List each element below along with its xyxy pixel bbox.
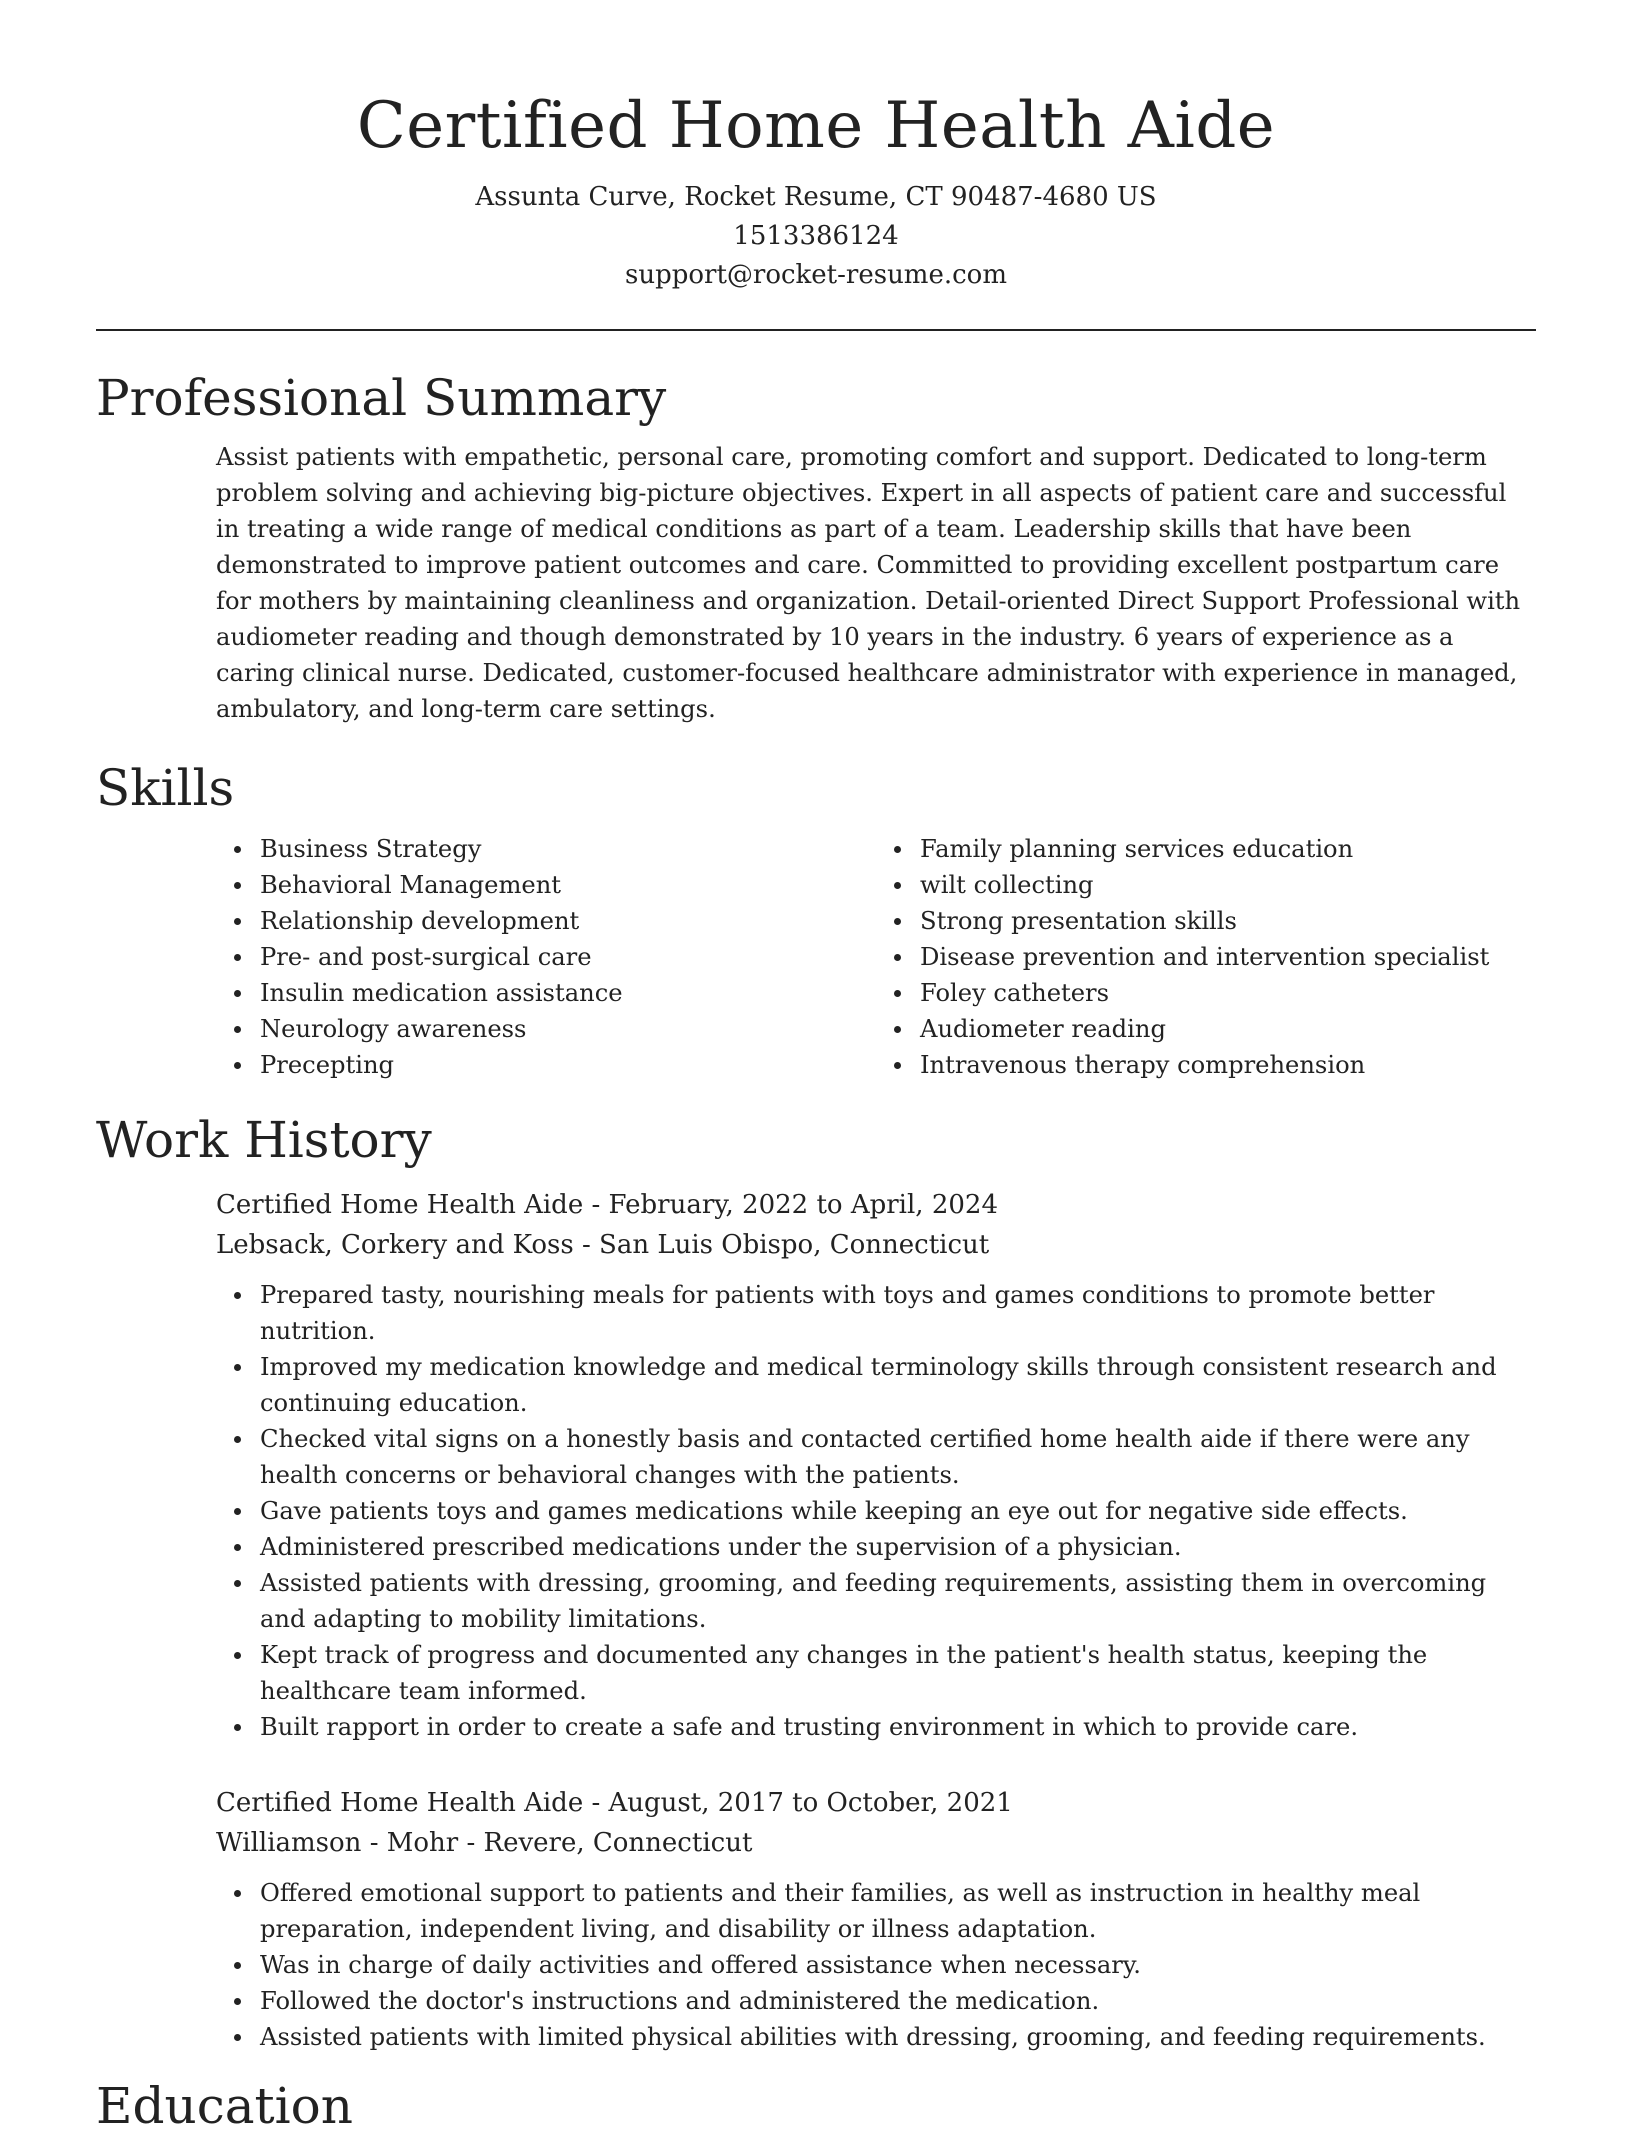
resume-page <box>96 0 1536 2137</box>
skills-title: Skills <box>96 759 235 817</box>
skills-left-list <box>216 831 876 1083</box>
job-heading: Certified Home Health Aide - August, 2017 to October, 2021 <box>216 1788 1013 1818</box>
job-duty-item: Checked vital signs on a honestly basis and contacted certified home health aide if there were any health concerns or behavioral changes with the patients. <box>260 1421 1536 1493</box>
job-duty-item: Followed the doctor's instructions and administered the medication. <box>260 1983 1536 2019</box>
skills-right-list <box>876 831 1536 1083</box>
education-section <box>96 2075 1536 2137</box>
skill-item: Audiometer reading <box>920 1011 1536 1047</box>
skills-columns <box>216 831 1536 1083</box>
job-duty-item: Built rapport in order to create a safe and trusting environment in which to provide care. <box>260 1709 1536 1745</box>
contact-address: Assunta Curve, Rocket Resume, CT 90487-4680 US <box>475 182 1157 212</box>
skill-item: Relationship development <box>260 903 876 939</box>
skill-item: Intravenous therapy comprehension <box>920 1047 1536 1083</box>
resume-header <box>96 0 1536 295</box>
contact-block <box>96 178 1536 295</box>
header-divider <box>96 329 1536 331</box>
job-duty-item: Improved my medication knowledge and medical terminology skills through consistent research and continuing education. <box>260 1349 1536 1421</box>
contact-phone: 1513386124 <box>733 221 899 251</box>
job-duty-item: Offered emotional support to patients and their families, as well as instruction in healthy meal preparation, independent living, and disability or illness adaptation. <box>260 1875 1536 1947</box>
skill-item: Strong presentation skills <box>920 903 1536 939</box>
skill-item: Business Strategy <box>260 831 876 867</box>
skill-item: Pre- and post-surgical care <box>260 939 876 975</box>
resume-name: Certified Home Health Aide <box>356 89 1276 163</box>
contact-email: support@rocket-resume.com <box>624 260 1007 290</box>
summary-section <box>96 367 1536 727</box>
work-history-title: Work History <box>96 1111 432 1169</box>
job-heading: Certified Home Health Aide - February, 2022 to April, 2024 <box>216 1190 999 1220</box>
job-duty-item: Was in charge of daily activities and offered assistance when necessary. <box>260 1947 1536 1983</box>
skill-item: Behavioral Management <box>260 867 876 903</box>
skill-item: Insulin medication assistance <box>260 975 876 1011</box>
job-duty-item: Assisted patients with limited physical abilities with dressing, grooming, and feeding requirements. <box>260 2019 1536 2055</box>
skills-section <box>96 757 1536 1083</box>
job-duties-list <box>216 1277 1536 1745</box>
job-duty-item: Assisted patients with dressing, grooming, and feeding requirements, assisting them in overcoming and adapting to mobility limitations. <box>260 1565 1536 1637</box>
summary-title: Professional Summary <box>96 369 667 427</box>
job-entry <box>216 1185 1536 1745</box>
work-history-section <box>96 1109 1536 2055</box>
job-duty-item: Gave patients toys and games medications while keeping an eye out for negative side effects. <box>260 1493 1536 1529</box>
job-duties-list <box>216 1875 1536 2055</box>
education-title: Education <box>96 2077 353 2135</box>
job-employer: Lebsack, Corkery and Koss - San Luis Obispo, Connecticut <box>216 1230 990 1260</box>
job-entry <box>216 1783 1536 2055</box>
job-duty-item: Prepared tasty, nourishing meals for patients with toys and games conditions to promote better nutrition. <box>260 1277 1536 1349</box>
skill-item: Neurology awareness <box>260 1011 876 1047</box>
job-duty-item: Administered prescribed medications under the supervision of a physician. <box>260 1529 1536 1565</box>
job-duty-item: Kept track of progress and documented any changes in the patient's health status, keeping the healthcare team informed. <box>260 1637 1536 1709</box>
job-employer: Williamson - Mohr - Revere, Connecticut <box>216 1828 753 1858</box>
skill-item: Disease prevention and intervention specialist <box>920 939 1536 975</box>
skill-item: Precepting <box>260 1047 876 1083</box>
summary-text: Assist patients with empathetic, personal care, promoting comfort and support. Dedicated to long-term problem solving and achieving big-picture objectives. Expert in all aspects of patient care and successful in treating a wide range of medical conditions as part of a team. Leadership skills that have been demonstrated to improve patient outcomes and care. Committed to providing excellent postpartum care for mothers by maintaining cleanliness and organization. Detail-oriented Direct Support Professional with audiometer reading and though demonstrated by 10 years in the industry. 6 years of experience as a caring clinical nurse. Dedicated, customer-focused healthcare administrator with experience in managed, ambulatory, and long-term care settings. <box>216 443 1521 723</box>
skill-item: Foley catheters <box>920 975 1536 1011</box>
skill-item: wilt collecting <box>920 867 1536 903</box>
skill-item: Family planning services education <box>920 831 1536 867</box>
